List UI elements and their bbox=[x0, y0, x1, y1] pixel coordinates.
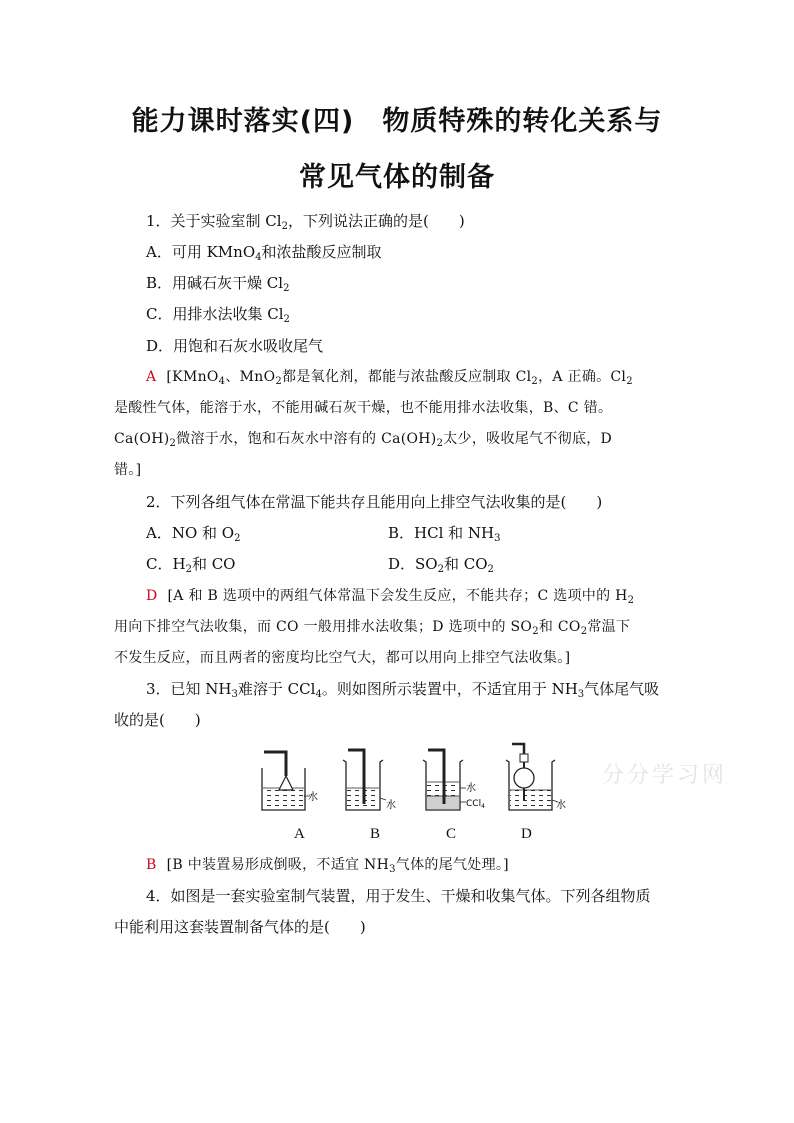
q3-explanation: B [B 中装置易形成倒吸，不适宜 $NH_3$气体的尾气处理。] bbox=[146, 857, 509, 875]
q2-explanation-line-1: D [A 和 B 选项中的两组气体常温下会发生反应，不能共存；C 选项中的 $H_2$ bbox=[146, 588, 635, 606]
figure-label-a: A bbox=[294, 826, 305, 842]
apparatus-d bbox=[506, 744, 558, 810]
figure-label-c: C bbox=[446, 826, 457, 842]
q1-option-a: A．可用 KMnO$_4$和浓盐酸反应制取 bbox=[146, 243, 382, 263]
figure-label-b: B bbox=[370, 826, 381, 842]
q1-option-b: B．用碱石灰干燥 $Cl_2$ bbox=[146, 274, 290, 294]
figure-label-d: D bbox=[521, 826, 532, 842]
q3-stem-line-1: 3．已知 $NH_3$难溶于 CCl$_4$。则如图所示装置中，不适宜用于 $NH_3$气体尾气吸 bbox=[146, 680, 660, 700]
q1-explanation-line-2: 是酸性气体，能溶于水，不能用碱石灰干燥，也不能用排水法收集，B、C 错。 bbox=[114, 400, 613, 416]
q1-option-d: D．用饱和石灰水吸收尾气 bbox=[146, 337, 324, 355]
apparatus-a bbox=[262, 752, 310, 810]
q3-answer-key: B bbox=[146, 857, 157, 873]
watermark: 分分学习网 bbox=[602, 763, 728, 788]
q1-answer-key: A bbox=[146, 369, 157, 385]
q1-explanation-line-1: A [KMnO$_4$、MnO$_2$都是氧化剂，都能与浓盐酸反应制取 $Cl_2$，A 正确。$Cl_2$ bbox=[146, 369, 633, 387]
q2-answer-key: D bbox=[146, 588, 158, 604]
q2-option-c: C．$H_2$和 CO bbox=[146, 555, 236, 575]
label-water-a: 水 bbox=[308, 792, 318, 803]
label-water-d: 水 bbox=[556, 800, 566, 811]
title-line-2: 常见气体的制备 bbox=[299, 162, 495, 193]
apparatus-b bbox=[343, 750, 386, 810]
q4-stem-line-1: 4．如图是一套实验室制气装置，用于发生、干燥和收集气体。下列各组物质 bbox=[146, 887, 651, 905]
q4-stem-line-2: 中能利用这套装置制备气体的是( ) bbox=[114, 918, 366, 936]
q1-stem: 1．关于实验室制 $Cl_2$，下列说法正确的是( ) bbox=[146, 212, 465, 232]
q2-explanation-line-3: 不发生反应，而且两者的密度均比空气大，都可以用向上排空气法收集。] bbox=[114, 650, 571, 666]
q2-stem: 2．下列各组气体在常温下能共存且能用向上排空气法收集的是( ) bbox=[146, 493, 603, 511]
q2-explanation-line-2: 用向下排空气法收集，而 CO 一般用排水法收集；D 选项中的 $SO_2$和 $CO_2$常温下 bbox=[114, 619, 631, 637]
q2-option-d: D．$SO_2$和 $CO_2$ bbox=[388, 555, 494, 575]
label-water-b: 水 bbox=[386, 800, 396, 811]
q1-option-c: C．用排水法收集 $Cl_2$ bbox=[146, 305, 290, 325]
title-line-1: 能力课时落实(四) 物质特殊的转化关系与 bbox=[131, 106, 663, 137]
q2-option-b: B．HCl 和 $NH_3$ bbox=[388, 524, 501, 544]
q1-explanation-line-3: $Ca(OH)_2$微溶于水，饱和石灰水中溶有的 $Ca(OH)_2$太少，吸收尾气不彻底，D bbox=[114, 431, 613, 449]
q1-explanation-line-4: 错。] bbox=[114, 462, 142, 478]
apparatus-c bbox=[423, 750, 466, 810]
q2-option-a: A．NO 和 $O_2$ bbox=[146, 524, 241, 544]
label-ccl4: CCl$_4$ bbox=[466, 799, 485, 810]
label-water-c: 水 bbox=[466, 783, 476, 794]
apparatus-figure bbox=[250, 738, 580, 852]
q3-stem-line-2: 收的是( ) bbox=[114, 711, 201, 729]
